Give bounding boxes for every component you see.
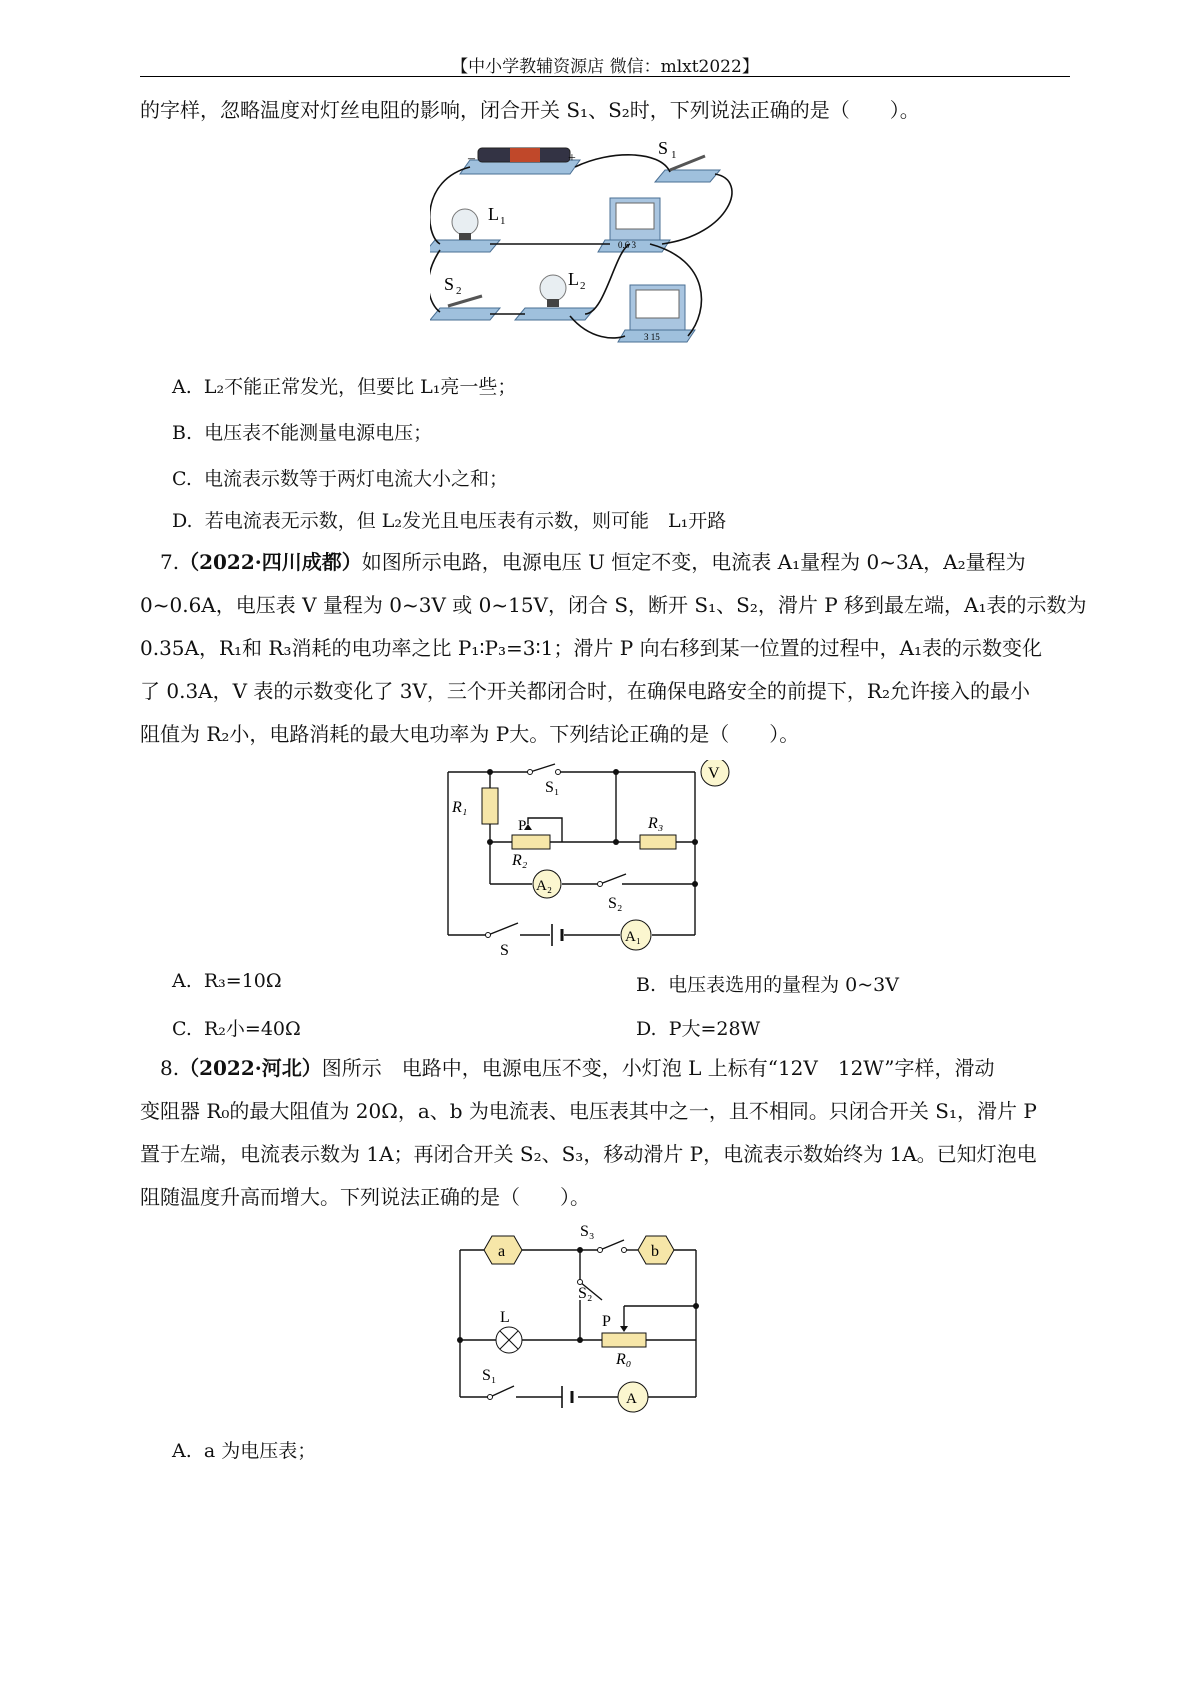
s2-sub: 2 xyxy=(456,285,462,297)
q7-option-b: B. 电压表选用的量程为 0~3V xyxy=(636,974,899,996)
q8-line-4: 阻随温度升高而增大。下列说法正确的是（ ）。 xyxy=(140,1185,590,1209)
voltmeter xyxy=(618,285,695,342)
amm-label: A xyxy=(626,1391,637,1407)
l-label: L xyxy=(500,1309,510,1326)
q6-option-d: D. 若电流表无示数，但 L₂发光且电压表有示数，则可能 L₁开路 xyxy=(172,510,727,532)
q7-line-1: 7.（2022·四川成都）如图所示电路，电源电压 U 恒定不变，电流表 A₁量程为 0~3A，A₂量程为 xyxy=(160,550,1026,574)
rheostat-r2 xyxy=(512,835,550,849)
q7-option-a: A. R₃=10Ω xyxy=(172,970,282,992)
s2-label: S₂ xyxy=(578,1285,593,1302)
q8-line-1: 8.（2022·河北）图所示 电路中，电源电压不变，小灯泡 L 上标有“12V 12W”字样，滑动 xyxy=(160,1056,995,1080)
q7-circuit-figure xyxy=(440,760,730,960)
battery-minus-label: – xyxy=(468,151,475,166)
q7-line-2: 0~0.6A，电压表 V 量程为 0~3V 或 0~15V，闭合 S，断开 S₁、S₂，滑片 P 移到最左端，A₁表的示数为 xyxy=(140,593,1087,617)
q8-line-3: 置于左端，电流表示数为 1A；再闭合开关 S₂、S₃，移动滑片 P，电流表示数始终为 1A。已知灯泡电 xyxy=(140,1142,1037,1166)
rheostat-r0 xyxy=(602,1333,646,1347)
p-label: P xyxy=(602,1313,611,1330)
page-header: 【中小学教辅资源店 微信：mlxt2022】 xyxy=(451,57,759,77)
l1-sub: 1 xyxy=(500,215,506,227)
s1-sub: 1 xyxy=(671,149,677,161)
switch-s2 xyxy=(430,274,500,320)
r3-label: R₃ xyxy=(648,815,664,832)
l2-label: L xyxy=(568,269,579,289)
s1-label: S₁ xyxy=(545,779,560,796)
s-label: S xyxy=(500,942,509,959)
b-label: b xyxy=(651,1243,659,1260)
s3-label: S₃ xyxy=(580,1223,595,1240)
a2-label: A₂ xyxy=(536,878,553,894)
q8-circuit-figure xyxy=(450,1222,760,1422)
s1-label: S xyxy=(658,140,669,158)
l1-label: L xyxy=(488,204,499,224)
r0-label: R₀ xyxy=(616,1351,632,1368)
q6-option-c: C. 电流表示数等于两灯电流大小之和； xyxy=(172,468,509,490)
q7-option-d: D. P大=28W xyxy=(636,1018,761,1040)
q8-line-2: 变阻器 R₀的最大阻值为 20Ω，a、b 为电流表、电压表其中之一，且不相同。只闭合开关 S₁，滑片 P xyxy=(140,1099,1037,1123)
voltmeter-scale: 3 15 xyxy=(644,332,660,342)
r1-label: R₁ xyxy=(452,799,468,816)
q7-line-3: 0.35A，R₁和 R₃消耗的电功率之比 P₁∶P₃=3∶1；滑片 P 向右移到某一位置的过程中，A₁表的示数变化 xyxy=(140,636,1043,660)
q8-option-a: A. a 为电压表； xyxy=(172,1440,317,1462)
q6-option-b: B. 电压表不能测量电源电压； xyxy=(172,422,433,444)
resistor-r3 xyxy=(640,835,676,849)
q6-option-a: A. L₂不能正常发光，但要比 L₁亮一些； xyxy=(172,376,517,398)
bulb-l2 xyxy=(515,269,595,320)
s2-label: S₂ xyxy=(608,895,623,912)
resistor-r1 xyxy=(482,788,498,824)
q6-stem-tail: 的字样，忽略温度对灯丝电阻的影响，闭合开关 S₁、S₂时，下列说法正确的是（ ）。 xyxy=(140,98,920,122)
ammeter-scale: 0.6 3 xyxy=(618,240,636,250)
p-label: P xyxy=(518,818,527,834)
l2-sub: 2 xyxy=(580,280,586,292)
v-label: V xyxy=(708,765,720,782)
battery-plus-label: + xyxy=(568,151,576,166)
s1-label: S₁ xyxy=(482,1367,497,1384)
a-label: a xyxy=(498,1243,506,1260)
q7-option-c: C. R₂小=40Ω xyxy=(172,1018,301,1040)
s2-label: S xyxy=(444,274,455,294)
q6-circuit-figure xyxy=(430,140,790,355)
battery xyxy=(460,148,580,174)
q7-line-5: 阻值为 R₂小，电路消耗的最大电功率为 P大。下列结论正确的是（ ）。 xyxy=(140,722,800,746)
r2-label: R₂ xyxy=(512,852,528,869)
header-rule xyxy=(140,76,1070,77)
switch-s1 xyxy=(655,140,720,182)
q7-line-4: 了 0.3A，V 表的示数变化了 3V，三个开关都闭合时，在确保电路安全的前提下，R₂允许接入的最小 xyxy=(140,679,1031,703)
a1-label: A₁ xyxy=(625,929,642,945)
